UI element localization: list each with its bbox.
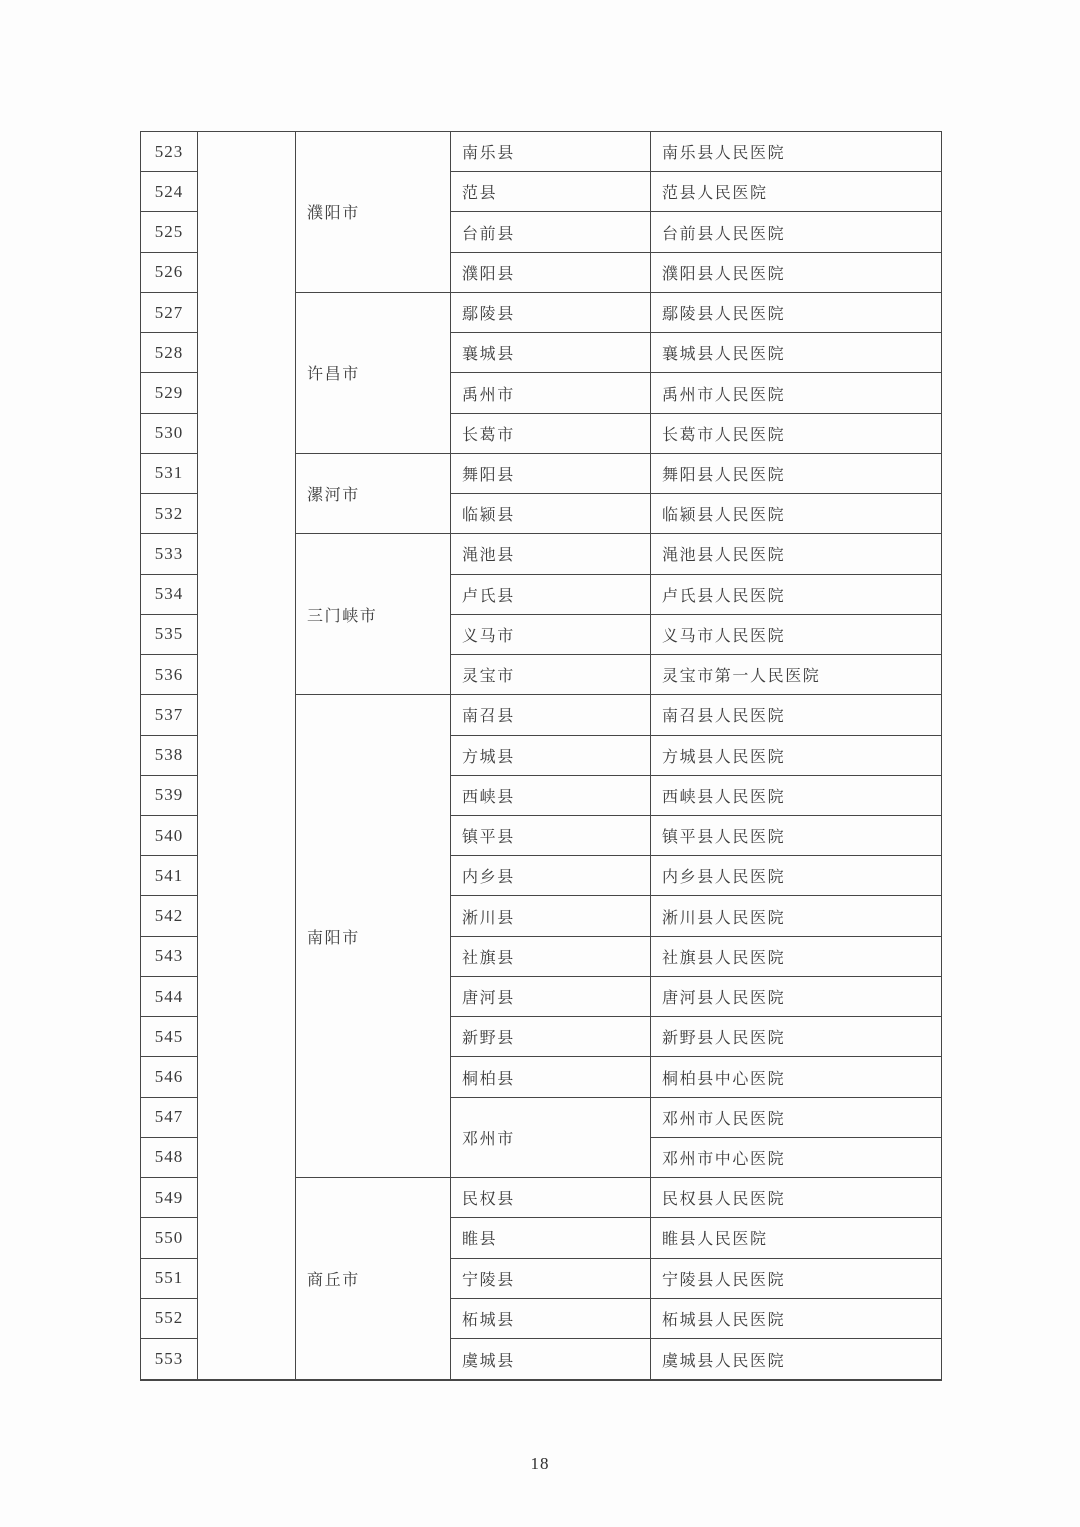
county-cell: 襄城县 — [451, 333, 651, 373]
city-cell: 许昌市 — [296, 292, 451, 453]
city-cell: 濮阳市 — [296, 132, 451, 293]
county-cell: 虞城县 — [451, 1339, 651, 1380]
city-cell: 南阳市 — [296, 695, 451, 1178]
county-cell: 渑池县 — [451, 534, 651, 574]
county-cell: 宁陵县 — [451, 1258, 651, 1298]
county-cell: 邓州市 — [451, 1097, 651, 1177]
county-cell: 卢氏县 — [451, 574, 651, 614]
hospital-cell: 范县人民医院 — [651, 172, 942, 212]
hospital-table-body — [141, 132, 942, 1381]
county-cell: 台前县 — [451, 212, 651, 252]
hospital-cell: 义马市人民医院 — [651, 614, 942, 654]
county-cell: 南乐县 — [451, 132, 651, 172]
row-index-cell: 529 — [141, 373, 198, 413]
hospital-cell: 南乐县人民医院 — [651, 132, 942, 172]
hospital-cell: 卢氏县人民医院 — [651, 574, 942, 614]
county-cell: 义马市 — [451, 614, 651, 654]
county-cell: 禹州市 — [451, 373, 651, 413]
county-cell: 临颍县 — [451, 494, 651, 534]
county-cell: 桐柏县 — [451, 1057, 651, 1097]
city-cell: 漯河市 — [296, 453, 451, 533]
hospital-cell: 虞城县人民医院 — [651, 1339, 942, 1380]
row-index-cell: 552 — [141, 1298, 198, 1338]
hospital-cell: 淅川县人民医院 — [651, 896, 942, 936]
hospital-cell: 内乡县人民医院 — [651, 856, 942, 896]
county-cell: 长葛市 — [451, 413, 651, 453]
row-index-cell: 537 — [141, 695, 198, 735]
hospital-cell: 鄢陵县人民医院 — [651, 292, 942, 332]
row-index-cell: 541 — [141, 856, 198, 896]
county-cell: 镇平县 — [451, 815, 651, 855]
hospital-cell: 台前县人民医院 — [651, 212, 942, 252]
row-index-cell: 544 — [141, 976, 198, 1016]
city-cell: 三门峡市 — [296, 534, 451, 695]
row-index-cell: 524 — [141, 172, 198, 212]
hospital-cell: 唐河县人民医院 — [651, 976, 942, 1016]
county-cell: 濮阳县 — [451, 252, 651, 292]
county-cell: 灵宝市 — [451, 655, 651, 695]
county-cell: 淅川县 — [451, 896, 651, 936]
hospital-cell: 宁陵县人民医院 — [651, 1258, 942, 1298]
county-cell: 方城县 — [451, 735, 651, 775]
row-index-cell: 549 — [141, 1178, 198, 1218]
hospital-cell: 长葛市人民医院 — [651, 413, 942, 453]
county-cell: 西峡县 — [451, 775, 651, 815]
row-index-cell: 540 — [141, 815, 198, 855]
hospital-cell: 邓州市人民医院 — [651, 1097, 942, 1137]
hospital-cell: 禹州市人民医院 — [651, 373, 942, 413]
hospital-cell: 临颍县人民医院 — [651, 494, 942, 534]
row-index-cell: 542 — [141, 896, 198, 936]
row-index-cell: 547 — [141, 1097, 198, 1137]
city-cell: 商丘市 — [296, 1178, 451, 1380]
row-index-cell: 539 — [141, 775, 198, 815]
row-index-cell: 543 — [141, 936, 198, 976]
row-index-cell: 538 — [141, 735, 198, 775]
hospital-cell: 方城县人民医院 — [651, 735, 942, 775]
row-index-cell: 525 — [141, 212, 198, 252]
row-index-cell: 548 — [141, 1137, 198, 1177]
hospital-cell: 濮阳县人民医院 — [651, 252, 942, 292]
page-number: 18 — [530, 1454, 550, 1473]
hospital-cell: 睢县人民医院 — [651, 1218, 942, 1258]
hospital-cell: 镇平县人民医院 — [651, 815, 942, 855]
hospital-cell: 西峡县人民医院 — [651, 775, 942, 815]
county-cell: 新野县 — [451, 1017, 651, 1057]
county-cell: 睢县 — [451, 1218, 651, 1258]
row-index-cell: 528 — [141, 333, 198, 373]
county-cell: 民权县 — [451, 1178, 651, 1218]
hospital-cell: 柘城县人民医院 — [651, 1298, 942, 1338]
row-index-cell: 535 — [141, 614, 198, 654]
hospital-table — [140, 131, 942, 1381]
county-cell: 鄢陵县 — [451, 292, 651, 332]
row-index-cell: 527 — [141, 292, 198, 332]
county-cell: 内乡县 — [451, 856, 651, 896]
county-cell: 舞阳县 — [451, 453, 651, 493]
row-index-cell: 553 — [141, 1339, 198, 1380]
row-index-cell: 536 — [141, 655, 198, 695]
county-cell: 柘城县 — [451, 1298, 651, 1338]
table-row — [141, 132, 942, 172]
hospital-cell: 民权县人民医院 — [651, 1178, 942, 1218]
row-index-cell: 546 — [141, 1057, 198, 1097]
row-index-cell: 534 — [141, 574, 198, 614]
hospital-cell: 社旗县人民医院 — [651, 936, 942, 976]
hospital-cell: 舞阳县人民医院 — [651, 453, 942, 493]
county-cell: 南召县 — [451, 695, 651, 735]
row-index-cell: 523 — [141, 132, 198, 172]
row-index-cell: 551 — [141, 1258, 198, 1298]
hospital-cell: 新野县人民医院 — [651, 1017, 942, 1057]
row-index-cell: 550 — [141, 1218, 198, 1258]
hospital-cell: 襄城县人民医院 — [651, 333, 942, 373]
row-index-cell: 532 — [141, 494, 198, 534]
row-index-cell: 530 — [141, 413, 198, 453]
row-index-cell: 545 — [141, 1017, 198, 1057]
province-cell — [198, 132, 296, 1381]
hospital-cell: 桐柏县中心医院 — [651, 1057, 942, 1097]
county-cell: 社旗县 — [451, 936, 651, 976]
row-index-cell: 533 — [141, 534, 198, 574]
county-cell: 唐河县 — [451, 976, 651, 1016]
county-cell: 范县 — [451, 172, 651, 212]
hospital-cell: 南召县人民医院 — [651, 695, 942, 735]
row-index-cell: 531 — [141, 453, 198, 493]
hospital-cell: 渑池县人民医院 — [651, 534, 942, 574]
hospital-cell: 邓州市中心医院 — [651, 1137, 942, 1177]
hospital-cell: 灵宝市第一人民医院 — [651, 655, 942, 695]
row-index-cell: 526 — [141, 252, 198, 292]
